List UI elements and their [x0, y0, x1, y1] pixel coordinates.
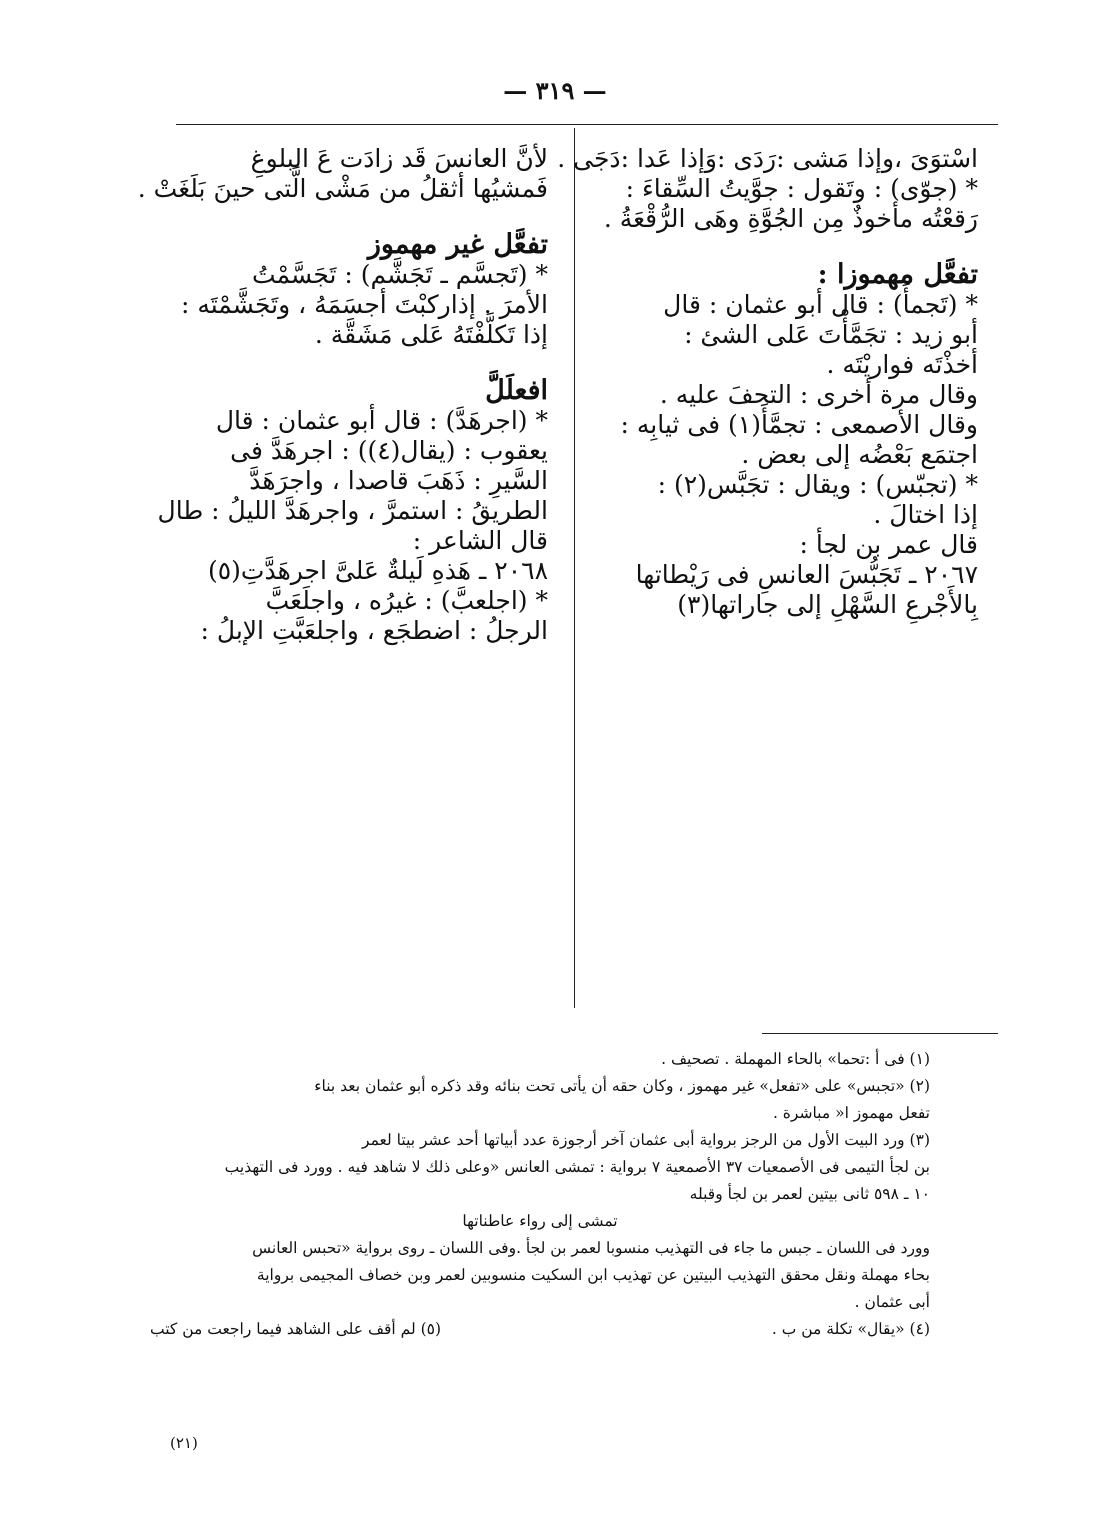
text-line: وقال مرة أخرى : التحفَ عليه .: [659, 380, 978, 409]
footnote-rule: [762, 1033, 998, 1034]
footnote-line: تفعل مهموز ا« مباشرة .: [772, 1104, 930, 1122]
verse-line: بِالأَجْرعِ السَّهْلِ إلى جاراتها(٣): [677, 590, 978, 619]
column-divider: [574, 128, 575, 1008]
page-number: — ٣١٩ —: [503, 76, 607, 105]
text-line: فَمشيُها أثقلُ من مَشْى الَّتى حينَ بَلَغَتْ .: [137, 174, 548, 203]
footnote-line: بحاء مهملة ونقل محقق التهذيب البيتين عن تهذيب ابن السكيت منسوبين لعمر وبن خصاف المجيمى برواية: [256, 1266, 930, 1284]
spacer: [592, 234, 978, 260]
footnote-5: (٥) لم أقف على الشاهد فيما راجعت من كتب: [150, 1320, 442, 1338]
section-heading: تفعَّل غير مهموز: [367, 229, 548, 260]
entry-line: * (اجلعبَّ) : غيرُه ، واجلَعَبَّ: [265, 586, 548, 615]
text-line: يعقوب : (يقال(٤)) : اجرهَدَّ فى: [230, 436, 548, 465]
text-line: قال الشاعر :: [412, 526, 548, 555]
footnote-line: أبى عثمان .: [854, 1293, 930, 1311]
verse-line: ٢٠٦٨ ـ هَذهِ لَيلةٌ عَلىَّ اجرهَدَّتِ(٥): [207, 556, 548, 585]
footnote-verse: تمشى إلى رواء عاطناتها: [462, 1212, 618, 1230]
text-line: لأنَّ العانسَ قَد زادَت عَ البلوغِ: [250, 144, 548, 173]
text-line: وقال الأصمعى : تجمَّأَ(١) فى ثيابِه :: [620, 410, 978, 439]
section-heading: افعلَلَّ: [485, 375, 548, 406]
text-line: قال عمر بن لجأ :: [799, 530, 978, 559]
entry-line: * (اجرهَدَّ) : قال أبو عثمان : قال: [215, 406, 548, 435]
text-line: رَقعْتُه مأخوذٌ مِن الجُوَّةِ وهَى الرُّقْعَةُ .: [603, 204, 978, 233]
right-column: [557, 144, 978, 620]
text-line: اسْتوَىَ ،وإذا مَشى :رَدَى :وَإذا عَدا :دَجَى .: [557, 144, 978, 173]
text-line: اجتمَع بَعْضُه إلى بعض .: [741, 440, 978, 469]
footnote-4: (٤) «يقال» تكلة من ب .: [771, 1320, 930, 1338]
footnote-line: (١) فى أ :تحما» بالحاء المهملة . تصحيف .: [661, 1050, 930, 1068]
footnote-line: وورد فى اللسان ـ جبس ما جاء فى التهذيب منسوبا لعمر بن لجأ .وفى اللسان ـ روى برواية «تحبس العانس: [252, 1239, 930, 1257]
text-line: السَّيرِ : ذَهَبَ قاصدا ، واجرَهَدَّ: [249, 466, 548, 495]
text-line: أبو زيد : تجَمَّأْتَ عَلى الشئ :: [684, 320, 978, 349]
signature-mark: (٢١): [170, 1434, 198, 1452]
text-line: إذا تَكلَّفْتَهُ عَلى مَشَقَّة .: [314, 320, 548, 349]
entry-line: * (تجبّس) : ويقال : تجَبَّس(٢) :: [657, 470, 978, 499]
text-line: الطريقُ : استمرَّ ، واجرهَدَّ الليلُ : طال: [157, 496, 548, 525]
text-line: أخذْتَه فواريْتَه .: [826, 350, 978, 379]
header-rule: [176, 124, 998, 125]
footnote-last-row: [150, 1316, 930, 1343]
text-line: الأمرَ . إذاركبْتَ أجسَمَهُ ، وتَجَشَّمْتَه :: [180, 290, 548, 319]
footnote-line: (٣) ورد البيت الأول من الرجز برواية أبى عثمان آخر أرجوزة عدد أبياتها أحد عشر بيتا لعمر: [362, 1131, 930, 1149]
spacer: [160, 204, 548, 230]
footnote-line: ١٠ ـ ٥٩٨ ثانى بيتين لعمر بن لجأ وقبله: [689, 1185, 930, 1203]
spacer: [160, 350, 548, 376]
text-line: الرجلُ : اضطجَع ، واجلعَبَّتِ الإبلُ :: [200, 616, 548, 645]
entry-line: * (تَجسَّم ـ تَجَشَّم) : تَجَسَّمْتُ: [252, 260, 548, 289]
footnotes: [150, 1046, 930, 1343]
footnote-line: بن لجأ التيمى فى الأصمعيات ٣٧ الأصمعية ٧ برواية : تمشى العانس «وعلى ذلك لا شاهد فيه . وورد فى التهذيب: [224, 1158, 930, 1176]
left-column: [137, 144, 548, 646]
entry-line: * (جوّى) : وتَقول : جوَّيتُ السِّقاءَ :: [625, 174, 978, 203]
entry-line: * (تَجمأَ) : قال أبو عثمان : قال: [663, 290, 978, 319]
text-line: إذا اختالَ .: [873, 500, 978, 529]
verse-line: ٢٠٦٧ ـ تَجَبُّسَ العانسِ فى رَيْطاتها: [635, 560, 978, 589]
footnote-line: (٢) «تجبس» على «تفعل» غير مهموز ، وكان حقه أن يأتى تحت بنائه وقد ذكره أبو عثمان بعد بناء: [314, 1077, 930, 1095]
section-heading: تفعَّل مهموزا :: [817, 259, 978, 290]
